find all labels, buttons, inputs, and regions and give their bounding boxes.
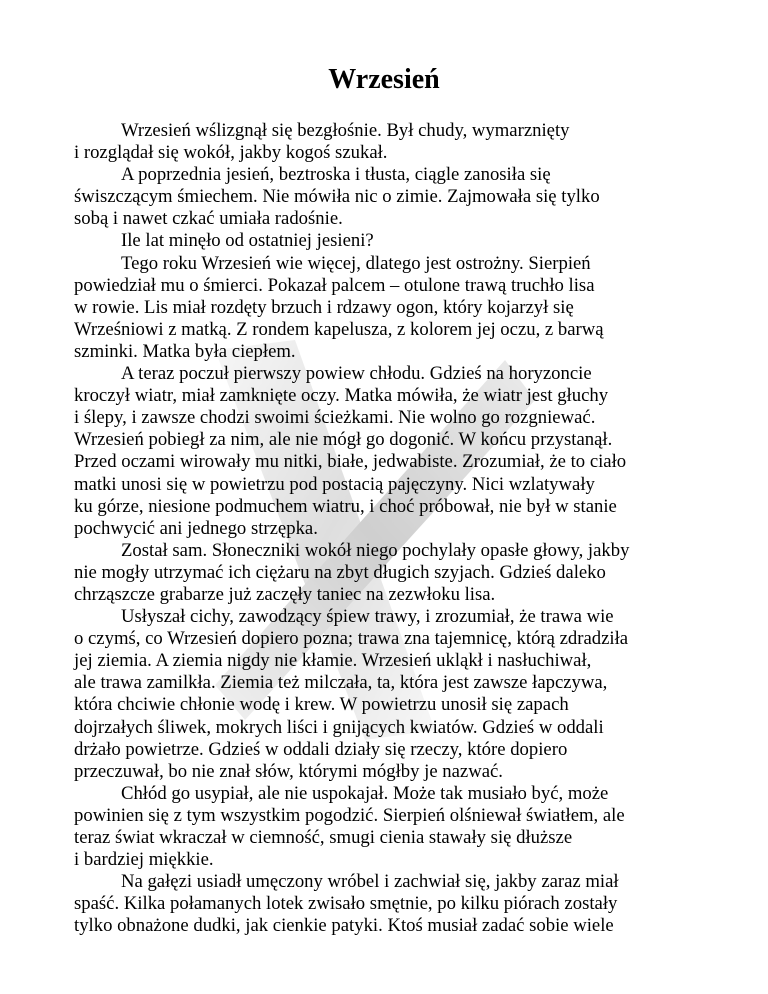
text-line: Na gałęzi usiadł umęczony wróbel i zachwiał się, jakby zaraz miał — [121, 871, 619, 893]
text-line: ku górze, niesione podmuchem wiatru, i choć próbował, nie był w stanie — [74, 495, 617, 517]
document-title: Wrzesień — [328, 64, 440, 95]
text-line: drżało powietrze. Gdzieś w oddali działy się rzeczy, które dopiero — [74, 738, 568, 760]
text-line: sobą i nawet czkać umiała radośnie. — [74, 208, 343, 230]
text-line: Tego roku Wrzesień wie więcej, dlatego jest ostrożny. Sierpień — [121, 252, 591, 274]
text-line: Wrzesień wślizgnął się bezgłośnie. Był chudy, wymarznięty — [121, 120, 570, 141]
text-line: Wrześniowi z matką. Z rondem kapelusza, z kolorem jej oczu, z barwą — [74, 318, 604, 340]
text-line: szminki. Matka była ciepłem. — [74, 340, 296, 362]
text-line: Wrzesień pobiegł za nim, ale nie mógł go dogonić. W końcu przystanął. — [74, 429, 613, 451]
text-line: która chciwie chłonie wodę i krew. W powietrzu unosił się zapach — [74, 694, 569, 716]
text-line: chrząszcze grabarze już zaczęły taniec na zezwłoku lisa. — [74, 583, 496, 605]
text-line: A poprzednia jesień, beztroska i tłusta, ciągle zanosiła się — [121, 164, 551, 186]
text-line: Usłyszał cichy, zawodzący śpiew trawy, i zrozumiał, że trawa wie — [121, 606, 614, 628]
text-line: przeczuwał, bo nie znał słów, którymi mógłby je nazwać. — [74, 760, 503, 782]
text-line: powinien się z tym wszystkim pogodzić. Sierpień olśniewał światłem, ale — [74, 804, 625, 826]
text-line: ale trawa zamilkła. Ziemia też milczała, ta, która jest zawsze łapczywa, — [74, 672, 608, 694]
text-line: Ile lat minęło od ostatniej jesieni? — [121, 230, 374, 252]
text-line: spaść. Kilka połamanych lotek zwisało smętnie, po kilku piórach zostały — [74, 893, 618, 915]
text-line: kroczył wiatr, miał zamknięte oczy. Matka mówiła, że wiatr jest głuchy — [74, 385, 609, 407]
text-line: tylko obnażone dudki, jak cienkie patyki. Ktoś musiał zadać sobie wiele — [74, 915, 614, 937]
text-line: A teraz poczuł pierwszy powiew chłodu. Gdzieś na horyzoncie — [121, 363, 592, 385]
text-line: i ślepy, i zawsze chodzi swoimi ścieżkami. Nie wolno go rozgniewać. — [74, 407, 596, 429]
text-line: teraz świat wkraczał w ciemność, smugi cienia stawały się dłuższe — [74, 827, 573, 848]
text-line: i rozglądał się wokół, jakby kogoś szukał. — [74, 142, 388, 164]
text-line: Chłód go usypiał, ale nie uspokajał. Może tak musiało być, może — [121, 782, 609, 804]
text-line: o czymś, co Wrzesień dopiero pozna; trawa zna tajemnicę, którą zdradziła — [74, 628, 629, 650]
text-line: pochwycić ani jednego strzępka. — [74, 517, 318, 539]
text-line: Został sam. Słoneczniki wokół niego pochylały opasłe głowy, jakby — [121, 539, 630, 561]
text-line: jej ziemia. A ziemia nigdy nie kłamie. Wrzesień ukląkł i nasłuchiwał, — [74, 650, 592, 672]
text-line: powiedział mu o śmierci. Pokazał palcem – otulone trawą truchło lisa — [74, 274, 595, 296]
document-body — [74, 120, 714, 937]
text-line: świszczącym śmiechem. Nie mówiła nic o zimie. Zajmowała się tylko — [74, 186, 600, 208]
text-line: i bardziej miękkie. — [74, 849, 214, 871]
text-line: Przed oczami wirowały mu nitki, białe, jedwabiste. Zrozumiał, że to ciało — [74, 451, 627, 473]
text-line: nie mogły utrzymać ich ciężaru na zbyt długich szyjach. Gdzieś daleko — [74, 561, 606, 583]
text-line: dojrzałych śliwek, mokrych liści i gnijących kwiatów. Gdzieś w oddali — [74, 716, 604, 738]
text-line: matki unosi się w powietrzu pod postacią pajęczyny. Nici wzlatywały — [74, 473, 595, 495]
text-line: w rowie. Lis miał rozdęty brzuch i rdzawy ogon, który kojarzył się — [74, 296, 574, 318]
